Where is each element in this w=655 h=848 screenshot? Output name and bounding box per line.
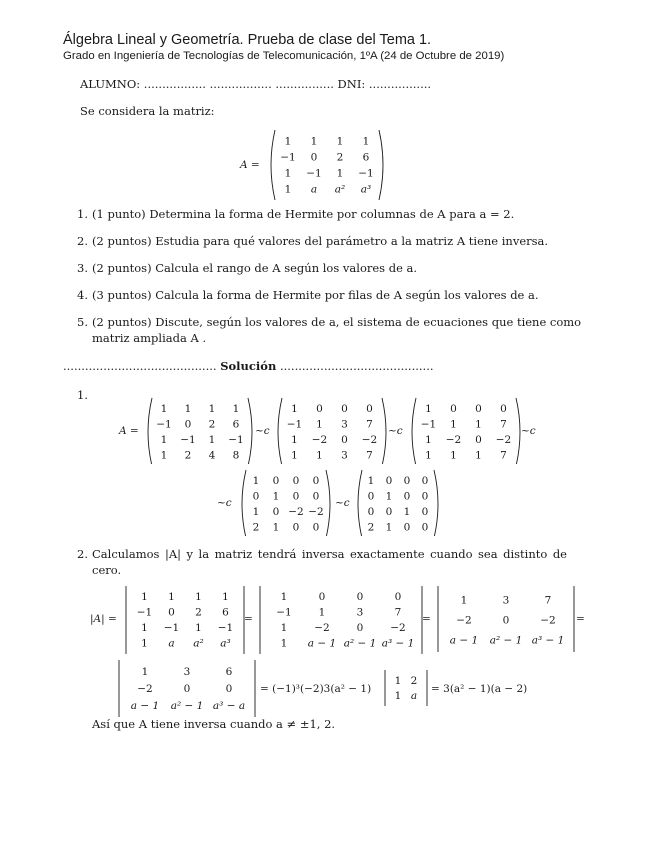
matrix-entry: 0: [394, 591, 402, 604]
matrix-entry: 1: [316, 449, 323, 462]
matrix-entry: 1: [252, 506, 260, 519]
matrix-entry: a³ − 1: [381, 637, 415, 650]
solution-2-conclusion: Así que A tiene inversa cuando a ≠ ±1, 2.: [92, 717, 336, 731]
matrix-entry: 7: [394, 606, 402, 619]
matrix-entry: 1: [280, 622, 288, 635]
determinant-5: [385, 670, 427, 706]
matrix-entry: 2: [184, 449, 192, 462]
matrix-entry: 1: [316, 418, 323, 431]
step1-matrix-5-hermite: [358, 470, 438, 536]
matrix-entry: 1: [160, 434, 168, 447]
question-item: 2. (2 puntos) Estudia para qué valores del parámetro a la matriz A tiene inversa.: [77, 234, 549, 248]
matrix-entry: 1: [394, 674, 402, 687]
det-lhs: |A| =: [90, 613, 117, 625]
matrix-entry: −1: [358, 167, 374, 180]
matrix-entry: 1: [272, 521, 280, 534]
matrix-entry: 1: [425, 449, 432, 462]
matrix-entry: 1: [385, 490, 393, 503]
matrix-bracket: [326, 470, 330, 536]
matrix-bracket: [434, 470, 438, 536]
question-list: [63, 206, 583, 357]
matrix-entry: 0: [272, 475, 280, 488]
matrix-entry: a: [410, 689, 418, 702]
intro-text: Se considera la matriz:: [80, 104, 215, 118]
matrix-entry: 0: [312, 490, 320, 503]
matrix-entry: a² − 1: [343, 637, 377, 650]
page-title: Álgebra Lineal y Geometría. Prueba de clase del Tema 1.: [63, 32, 432, 48]
matrix-entry: 1: [291, 449, 298, 462]
matrix-entry: 1: [208, 434, 216, 447]
matrix-entry: −2: [137, 683, 153, 696]
matrix-entry: 1: [450, 449, 457, 462]
matrix-entry: 0: [421, 506, 429, 519]
matrix-bracket: [248, 398, 252, 464]
matrix-entry: 3: [341, 418, 348, 431]
determinant-3: [438, 586, 574, 652]
matrix-entry: 2: [252, 521, 260, 534]
matrix-entry: 8: [232, 449, 240, 462]
matrix-entry: 1: [475, 449, 482, 462]
step1-matrix-1: [148, 398, 252, 464]
matrix-entry: 1: [272, 490, 280, 503]
matrix-entry: 2: [336, 151, 344, 164]
matrix-entry: −2: [314, 622, 330, 635]
student-fields: ALUMNO: ................. ................. ................ DNI: .................: [80, 77, 432, 91]
col-equiv-symbol: ~c: [255, 425, 270, 437]
matrix-entry: 1: [141, 637, 148, 650]
matrix-entry: 1: [141, 591, 148, 604]
svg-text:=: =: [576, 613, 585, 625]
matrix-entry: a²: [193, 637, 204, 650]
matrix-entry: −2: [390, 622, 406, 635]
matrix-entry: 2: [410, 674, 418, 687]
matrix-entry: 1: [291, 403, 298, 416]
matrix-entry: 7: [500, 449, 507, 462]
matrix-entry: −1: [228, 434, 244, 447]
matrix-entry: 1: [336, 167, 344, 180]
matrix-entry: 1: [403, 506, 411, 519]
matrix-entry: 6: [225, 666, 233, 679]
matrix-entry: 0: [366, 403, 373, 416]
matrix-entry: −2: [456, 614, 472, 627]
matrix-entry: 2: [195, 606, 202, 619]
matrix-entry: 0: [168, 606, 175, 619]
matrix-entry: −2: [495, 434, 512, 447]
matrix-entry: a: [310, 183, 318, 196]
determinant-row-2: [115, 656, 555, 720]
step1-lhs: A =: [119, 425, 139, 437]
matrix-entry: 0: [403, 490, 411, 503]
det-factorization: = (−1)³(−2)3(a² − 1): [260, 683, 372, 695]
matrix-entry: a²: [334, 183, 346, 196]
matrix-entry: 1: [425, 403, 432, 416]
matrix-entry: a³ − a: [212, 700, 246, 713]
matrix-entry: 1: [318, 606, 326, 619]
col-equiv-symbol: ~c: [335, 497, 350, 509]
matrix-entry: 7: [366, 449, 373, 462]
matrix-bracket: [516, 398, 520, 464]
determinant-row-1: [88, 584, 588, 654]
matrix-entry: 0: [292, 475, 300, 488]
matrix-entry: 0: [475, 403, 482, 416]
matrix-entry: 0: [252, 490, 260, 503]
matrix-entry: 1: [232, 403, 240, 416]
matrix-entry: 1: [184, 403, 192, 416]
matrix-entry: 1: [208, 403, 216, 416]
matrix-entry: 1: [362, 135, 370, 148]
matrix-entry: 1: [284, 183, 292, 196]
matrix-entry: 1: [284, 135, 292, 148]
matrix-entry: 1: [141, 622, 148, 635]
matrix-entry: 0: [292, 490, 300, 503]
matrix-entry: 0: [183, 683, 191, 696]
matrix-entry: 6: [232, 418, 240, 431]
matrix-entry: −1: [280, 151, 296, 164]
matrix-entry: 3: [356, 606, 364, 619]
determinant-4: [119, 660, 255, 717]
matrix-entry: 1: [394, 689, 402, 702]
matrix-entry: 1: [280, 637, 288, 650]
solution-separator: .......................................... Solución ..........................................: [63, 359, 434, 373]
matrix-entry: 1: [160, 449, 168, 462]
matrix-entry: 1: [450, 418, 457, 431]
solution-heading: Solución: [220, 359, 277, 373]
matrix-entry: 0: [316, 403, 323, 416]
matrix-entry: 0: [341, 434, 348, 447]
matrix-entry: 0: [367, 506, 375, 519]
matrix-a-definition: [230, 128, 400, 200]
matrix-entry: 1: [475, 418, 482, 431]
matrix-entry: 3: [183, 666, 191, 679]
col-equiv-symbol: ~c: [521, 425, 536, 437]
hermite-steps-row-2: [215, 468, 445, 536]
page-subtitle: Grado en Ingeniería de Tecnologías de Telecomunicación, 1ºA (24 de Octubre de 2019): [63, 50, 505, 62]
matrix-entry: 2: [208, 418, 216, 431]
matrix-bracket: [271, 130, 275, 200]
matrix-entry: 1: [367, 475, 375, 488]
matrix-entry: 0: [292, 521, 300, 534]
matrix-bracket: [358, 470, 362, 536]
matrix-entry: 0: [318, 591, 326, 604]
matrix-entry: 0: [272, 506, 280, 519]
matrix-entry: −1: [217, 622, 234, 635]
matrix-entry: 1: [385, 521, 393, 534]
matrix-entry: 1: [460, 594, 468, 607]
matrix-entry: −2: [288, 506, 304, 519]
solution-2-text: 2. Calculamos |A| y la matriz tendrá inversa exactamente cuando sea distinto de cero.: [77, 547, 567, 577]
matrix-entry: 3: [341, 449, 348, 462]
matrix-entry: 1: [160, 403, 168, 416]
matrix-entry: 7: [500, 418, 507, 431]
matrix-entry: 0: [502, 614, 510, 627]
matrix-entry: −2: [308, 506, 324, 519]
matrix-entry: a − 1: [130, 700, 160, 713]
matrix-entry: 0: [403, 521, 411, 534]
matrix-entry: 1: [280, 591, 288, 604]
matrix-entry: 4: [208, 449, 216, 462]
matrix-bracket: [379, 130, 383, 200]
matrix-entry: 0: [500, 403, 507, 416]
matrix-entry: 6: [222, 606, 229, 619]
matrix-entry: 2: [367, 521, 375, 534]
matrix-entry: 0: [421, 521, 429, 534]
matrix-bracket: [148, 398, 152, 464]
matrix-entry: a³ − 1: [531, 634, 565, 647]
matrix-entry: −2: [445, 434, 462, 447]
question-item: 4. (3 puntos) Calcula la forma de Hermite por filas de A según los valores de a.: [77, 288, 539, 302]
svg-text:=: =: [244, 613, 253, 625]
matrix-entry: 0: [450, 403, 457, 416]
matrix-entry: 0: [403, 475, 411, 488]
col-equiv-symbol: ~c: [217, 497, 232, 509]
matrix-entry: 1: [141, 666, 149, 679]
matrix-entry: 0: [184, 418, 192, 431]
matrix-entry: 1: [195, 622, 202, 635]
matrix-entry: 1: [284, 167, 292, 180]
matrix-entry: −1: [163, 622, 180, 635]
matrix-entry: −1: [180, 434, 196, 447]
matrix-entry: 0: [421, 475, 429, 488]
matrix-entry: 0: [312, 521, 320, 534]
matrix-entry: 0: [341, 403, 348, 416]
step1-matrix-2: [278, 398, 386, 464]
matrix-bracket: [382, 398, 386, 464]
matrix-entry: 3: [502, 594, 510, 607]
matrix-entry: 0: [475, 434, 482, 447]
step1-matrix-4: [242, 470, 330, 536]
matrix-entry: −1: [156, 418, 172, 431]
matrix-entry: −1: [286, 418, 303, 431]
solution-1-number: 1.: [77, 388, 88, 402]
matrix-entry: −1: [306, 167, 322, 180]
matrix-entry: 1: [252, 475, 260, 488]
matrix-entry: 1: [195, 591, 202, 604]
matrix-entry: 0: [225, 683, 233, 696]
matrix-entry: 0: [356, 591, 364, 604]
matrix-a: [271, 130, 383, 200]
question-item: 1. (1 punto) Determina la forma de Hermite por columnas de A para a = 2.: [77, 207, 515, 221]
matrix-a-label: A =: [240, 159, 260, 171]
svg-text:=: =: [422, 613, 431, 625]
matrix-entry: a³: [220, 637, 231, 650]
det-result: = 3(a² − 1)(a − 2): [431, 683, 528, 695]
matrix-entry: a³: [360, 183, 372, 196]
matrix-entry: 1: [310, 135, 318, 148]
matrix-entry: 1: [291, 434, 298, 447]
matrix-entry: a² − 1: [170, 700, 204, 713]
matrix-entry: a: [168, 637, 175, 650]
determinant-2: [260, 586, 422, 654]
matrix-entry: 1: [425, 434, 432, 447]
matrix-bracket: [242, 470, 246, 536]
question-item: 3. (2 puntos) Calcula el rango de A según los valores de a.: [77, 261, 418, 275]
matrix-entry: 0: [421, 490, 429, 503]
col-equiv-symbol: ~c: [388, 425, 403, 437]
matrix-entry: 1: [168, 591, 175, 604]
matrix-bracket: [278, 398, 282, 464]
matrix-entry: a² − 1: [489, 634, 523, 647]
matrix-entry: −2: [311, 434, 328, 447]
matrix-entry: 0: [310, 151, 318, 164]
matrix-entry: 1: [336, 135, 344, 148]
matrix-entry: 0: [356, 622, 364, 635]
matrix-entry: 0: [385, 506, 393, 519]
matrix-entry: 7: [544, 594, 552, 607]
matrix-entry: −2: [361, 434, 378, 447]
step1-matrix-3: [412, 398, 520, 464]
matrix-bracket: [412, 398, 416, 464]
matrix-entry: 0: [367, 490, 375, 503]
determinant-1: [126, 586, 244, 654]
matrix-entry: −2: [540, 614, 556, 627]
question-item: 5. (2 puntos) Discute, según los valores de a, el sistema de ecuaciones que tiene como matriz ampliada A .: [77, 315, 582, 345]
matrix-entry: 0: [312, 475, 320, 488]
matrix-entry: 0: [385, 475, 393, 488]
matrix-entry: 1: [222, 591, 229, 604]
matrix-entry: a − 1: [307, 637, 337, 650]
matrix-entry: 7: [366, 418, 373, 431]
matrix-entry: −1: [276, 606, 292, 619]
matrix-entry: a − 1: [449, 634, 479, 647]
matrix-entry: 6: [362, 151, 370, 164]
hermite-steps-row-1: [115, 396, 555, 464]
matrix-entry: −1: [136, 606, 153, 619]
matrix-entry: −1: [420, 418, 437, 431]
